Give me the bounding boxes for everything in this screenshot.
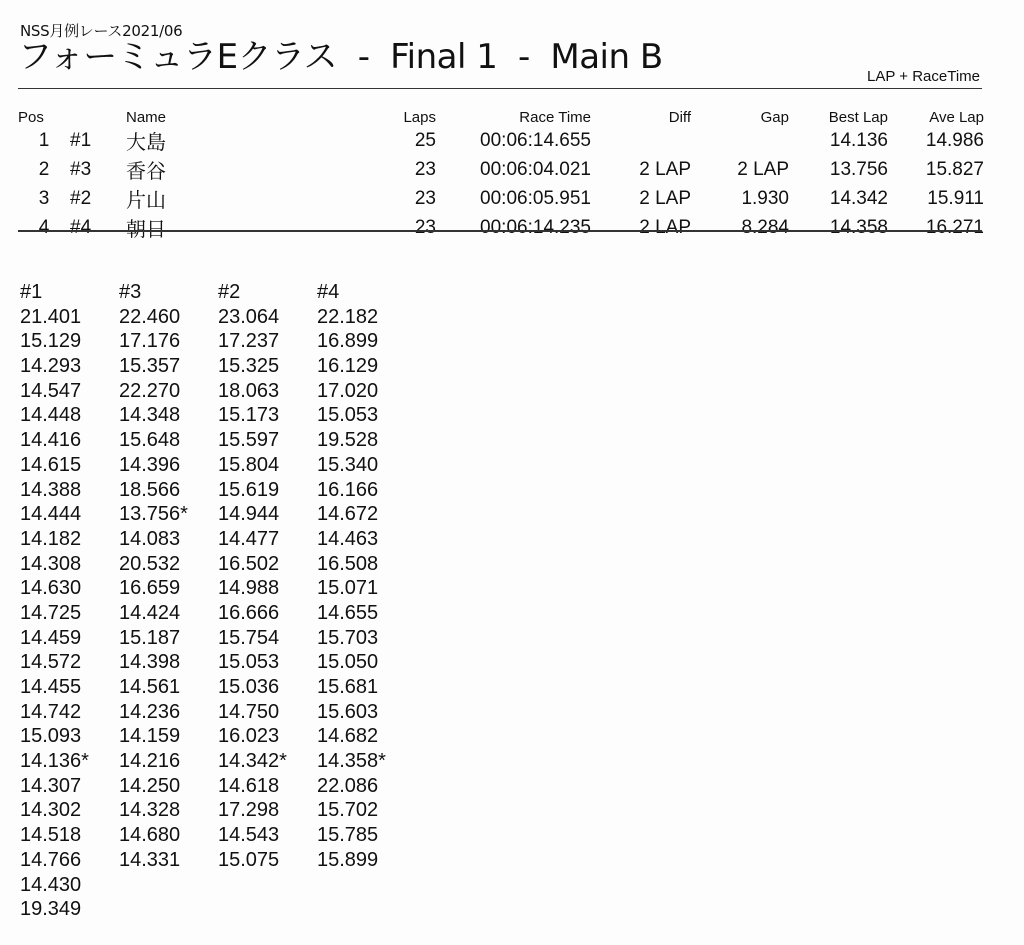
lap-times-grid [20, 280, 416, 922]
lap-time-cell: 15.804 [218, 453, 280, 476]
lap-time-cell: 14.682 [317, 725, 379, 748]
lap-time-cell: 18.566 [119, 478, 181, 501]
lap-time-cell: 14.742 [20, 700, 82, 723]
race-time-cell: 00:06:04.021 [480, 158, 591, 180]
lap-time-cell: 14.766 [20, 848, 82, 871]
pos-cell: 3 [38, 187, 50, 209]
table-row [18, 155, 984, 184]
best-lap-cell: 14.136 [829, 129, 888, 151]
lap-time-cell: 14.430 [20, 873, 82, 896]
lap-time-cell: 22.182 [317, 305, 379, 328]
best-lap-cell: 14.358 [829, 216, 888, 238]
report-type-label: LAP + RaceTime [867, 68, 980, 85]
lap-time-cell: 15.093 [20, 725, 82, 748]
driver-name-cell: 朝日 [126, 217, 166, 241]
lap-time-cell: 14.444 [20, 503, 82, 526]
lap-time-cell: 16.899 [317, 330, 379, 353]
lap-column [317, 280, 416, 922]
best-lap-cell: 13.756 [829, 158, 888, 180]
lap-time-cell: 14.396 [119, 453, 181, 476]
col-header-pos: Pos [18, 109, 44, 126]
lap-time-cell: 15.325 [218, 355, 280, 378]
lap-time-cell: 14.561 [119, 676, 181, 698]
col-header-name: Name [126, 109, 167, 126]
lap-time-cell: 15.075 [218, 848, 280, 871]
diff-cell: 2 LAP [639, 158, 691, 180]
laps-cell: 25 [414, 129, 436, 151]
results-divider [18, 230, 982, 232]
lap-time-cell: 16.508 [317, 552, 379, 575]
lap-time-cell: 14.348 [119, 404, 181, 427]
lap-time-cell: 15.053 [218, 651, 280, 674]
lap-time-cell: 15.357 [119, 355, 181, 378]
lap-time-cell: 16.666 [218, 601, 280, 624]
diff-cell: 2 LAP [639, 187, 691, 209]
lap-time-cell: 15.681 [317, 676, 379, 698]
lap-time-cell: 14.216 [119, 750, 181, 773]
lap-time-cell: 15.603 [317, 700, 379, 723]
car-number-cell: #4 [70, 216, 92, 238]
lap-time-cell: 19.349 [20, 898, 82, 921]
lap-time-cell: 15.619 [218, 478, 280, 501]
laps-cell: 23 [414, 158, 436, 180]
lap-time-cell: 14.988 [218, 577, 280, 600]
lap-column-header: #3 [119, 281, 142, 303]
ave-lap-cell: 16.271 [925, 216, 984, 238]
lap-time-cell: 14.159 [119, 725, 181, 748]
lap-time-cell: 14.615 [20, 453, 82, 476]
laps-cell: 23 [414, 216, 436, 238]
race-time-cell: 00:06:14.655 [480, 129, 591, 151]
lap-time-cell: 14.655 [317, 601, 379, 624]
lap-time-cell: 17.237 [218, 330, 280, 353]
lap-time-cell: 15.050 [317, 651, 379, 674]
lap-time-cell: 15.173 [218, 404, 280, 427]
lap-time-cell: 14.725 [20, 601, 82, 624]
table-row [18, 184, 984, 213]
lap-time-cell: 17.176 [119, 330, 181, 353]
lap-time-cell: 14.750 [218, 700, 280, 723]
header-divider [18, 88, 982, 89]
col-header-race-time: Race Time [519, 109, 591, 126]
lap-time-cell: 14.543 [218, 824, 280, 847]
lap-time-cell: 14.672 [317, 503, 379, 526]
lap-time-cell: 20.532 [119, 552, 181, 575]
lap-time-cell: 14.083 [119, 527, 181, 550]
pos-cell: 4 [38, 216, 50, 238]
lap-time-cell: 16.023 [218, 725, 280, 748]
table-row [18, 126, 984, 155]
pos-cell: 1 [38, 129, 50, 151]
lap-time-cell: 15.036 [218, 676, 280, 698]
lap-time-cell: 14.307 [20, 774, 82, 797]
laps-cell: 23 [414, 187, 436, 209]
best-lap-cell: 14.342 [829, 187, 888, 209]
lap-time-cell: 14.630 [20, 577, 82, 600]
lap-time-cell: 14.448 [20, 404, 82, 427]
lap-time-cell: 15.702 [317, 799, 379, 822]
lap-time-cell: 14.388 [20, 478, 82, 501]
lap-time-cell: 16.502 [218, 552, 280, 575]
lap-column-header: #2 [218, 281, 241, 303]
lap-time-cell: 14.459 [20, 626, 82, 649]
car-number-cell: #3 [70, 158, 92, 180]
lap-time-cell: 16.659 [119, 577, 181, 600]
lap-time-cell: 14.398 [119, 651, 181, 674]
lap-column [218, 280, 317, 922]
lap-time-cell: 15.340 [317, 453, 379, 476]
col-header-gap: Gap [760, 109, 789, 126]
lap-time-cell: 16.129 [317, 355, 379, 378]
lap-time-cell: 15.187 [119, 626, 181, 649]
diff-cell: 2 LAP [639, 216, 691, 238]
lap-column-header: #4 [317, 281, 340, 303]
car-number-cell: #1 [70, 129, 92, 151]
lap-column [119, 280, 218, 922]
col-header-car [70, 107, 126, 126]
lap-time-cell: 14.331 [119, 848, 181, 871]
results-table [18, 107, 984, 242]
lap-time-cell: 14.182 [20, 527, 82, 550]
lap-time-cell: 15.648 [119, 429, 181, 452]
lap-time-cell: 19.528 [317, 429, 379, 452]
lap-time-cell: 17.298 [218, 799, 280, 822]
lap-time-cell: 14.463 [317, 527, 379, 550]
lap-time-cell: 14.293 [20, 355, 82, 378]
lap-time-cell: 14.572 [20, 651, 82, 674]
results-header-row [18, 107, 984, 126]
lap-time-cell: 14.477 [218, 527, 280, 550]
col-header-diff: Diff [668, 109, 691, 126]
diff-cell [591, 126, 691, 155]
lap-time-cell: 13.756* [119, 503, 188, 526]
lap-time-cell: 14.328 [119, 799, 181, 822]
lap-time-cell: 17.020 [317, 379, 379, 402]
car-number-cell: #2 [70, 187, 92, 209]
lap-time-cell: 21.401 [20, 305, 82, 328]
ave-lap-cell: 15.827 [925, 158, 984, 180]
lap-time-cell: 14.944 [218, 503, 280, 526]
lap-time-cell: 14.455 [20, 676, 82, 698]
race-time-cell: 00:06:05.951 [480, 187, 591, 209]
lap-time-cell: 14.136* [20, 750, 89, 773]
lap-time-cell: 22.270 [119, 379, 181, 402]
lap-time-cell: 22.460 [119, 305, 181, 328]
lap-time-cell: 14.680 [119, 824, 181, 847]
driver-name-cell: 香谷 [126, 159, 166, 183]
page-title: フォーミュラEクラス - Final 1 - Main B [18, 37, 663, 77]
lap-time-cell: 14.358* [317, 750, 386, 773]
lap-time-cell: 22.086 [317, 774, 379, 797]
lap-time-cell: 15.597 [218, 429, 280, 452]
driver-name-cell: 片山 [126, 188, 166, 212]
lap-time-cell: 15.703 [317, 626, 379, 649]
race-time-cell: 00:06:14.235 [480, 216, 591, 238]
gap-cell: 2 LAP [737, 158, 789, 180]
lap-time-cell: 14.236 [119, 700, 181, 723]
col-header-best-lap: Best Lap [828, 109, 888, 126]
lap-time-cell: 18.063 [218, 379, 280, 402]
lap-time-cell: 14.302 [20, 799, 82, 822]
lap-time-cell: 23.064 [218, 305, 280, 328]
lap-column-header: #1 [20, 281, 43, 303]
pos-cell: 2 [38, 158, 50, 180]
ave-lap-cell: 15.911 [927, 187, 984, 209]
lap-time-cell: 15.899 [317, 848, 379, 871]
gap-cell [691, 126, 789, 155]
col-header-ave-lap: Ave Lap [929, 109, 984, 126]
lap-time-cell: 14.250 [119, 774, 181, 797]
lap-time-cell: 14.518 [20, 824, 82, 847]
col-header-laps: Laps [403, 109, 436, 126]
driver-name-cell: 大島 [126, 130, 166, 154]
ave-lap-cell: 14.986 [925, 129, 984, 151]
lap-time-cell: 15.754 [218, 626, 280, 649]
lap-time-cell: 14.424 [119, 601, 181, 624]
gap-cell: 1.930 [741, 187, 789, 209]
lap-time-cell: 14.416 [20, 429, 82, 452]
lap-time-cell: 14.342* [218, 750, 287, 773]
lap-time-cell: 14.618 [218, 774, 280, 797]
lap-time-cell: 15.071 [317, 577, 379, 600]
lap-time-cell: 16.166 [317, 478, 379, 501]
lap-column [20, 280, 119, 922]
lap-time-cell: 14.547 [20, 379, 82, 402]
gap-cell: 8.284 [741, 216, 789, 238]
lap-time-cell: 15.785 [317, 824, 379, 847]
lap-time-cell: 14.308 [20, 552, 82, 575]
lap-time-cell: 15.053 [317, 404, 379, 427]
series-label: NSS月例レース2021/06 [20, 22, 183, 40]
table-row [18, 213, 984, 242]
lap-time-cell: 15.129 [20, 330, 82, 353]
